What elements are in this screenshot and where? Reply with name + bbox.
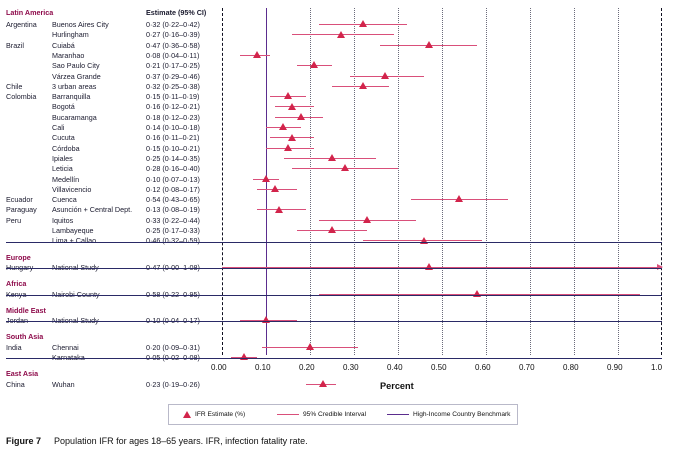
estimate-label: 0·54 (0·43–0·65) [146, 195, 200, 205]
site-label: Wuhan [52, 379, 75, 389]
site-label: Várzea Grande [52, 71, 101, 81]
figure-caption [6, 436, 308, 446]
estimate-label: 0·08 (0·04–0·11) [146, 50, 200, 60]
ifr-estimate-marker [279, 123, 287, 130]
estimate-label: 0·32 (0·22–0·42) [146, 20, 200, 29]
ifr-estimate-marker [455, 195, 463, 202]
site-label: Medellín [52, 174, 80, 184]
x-tick-label: 0.00 [211, 363, 227, 372]
estimate-label: 0·27 (0·16–0·39) [146, 30, 200, 40]
site-label: Villavicencio [52, 184, 92, 194]
x-tick-label: 0.70 [519, 363, 535, 372]
gridline [530, 8, 531, 355]
gridline [310, 8, 311, 355]
estimate-label: 0·18 (0·12–0·23) [146, 112, 200, 122]
site-label: Asunción + Central Dept. [52, 205, 133, 215]
site-label: Chennai [52, 342, 79, 352]
x-tick-label: 0.50 [431, 363, 447, 372]
region-label: Africa [6, 279, 27, 289]
country-label: Ecuador [6, 195, 33, 205]
estimate-label: 0·05 (0·02–0·08) [146, 353, 200, 362]
gridline [442, 8, 443, 355]
country-label: India [6, 342, 22, 352]
site-label: Karnataka [52, 353, 85, 362]
site-label: Bucaramanga [52, 112, 97, 122]
estimate-label: 0·25 (0·17–0·33) [146, 226, 200, 235]
estimate-label: 0·21 (0·17–0·25) [146, 61, 200, 71]
ifr-estimate-marker [337, 31, 345, 38]
country-label: Colombia [6, 92, 37, 102]
x-axis-label: Percent [380, 381, 414, 391]
axis-line [222, 8, 223, 355]
legend-line-benchmark [387, 414, 409, 415]
x-tick-label: 1.0 [651, 363, 663, 372]
site-label: Iquitos [52, 215, 74, 225]
axis-line [661, 8, 662, 355]
x-tick-label: 0.40 [387, 363, 403, 372]
site-label: Nairobi County [52, 289, 100, 299]
legend-label-ci: 95% Credible Interval [303, 411, 367, 418]
group-separator [6, 295, 662, 296]
gridline [574, 8, 575, 355]
ifr-estimate-marker [381, 72, 389, 79]
plot-area [222, 8, 662, 355]
country-label: Brazil [6, 40, 24, 50]
country-label: Peru [6, 215, 22, 225]
region-label: South Asia [6, 332, 44, 342]
group-separator [6, 358, 662, 359]
ifr-estimate-marker [271, 185, 279, 192]
site-label: Córdoba [52, 143, 80, 153]
estimate-label: 0·25 (0·14–0·35) [146, 153, 200, 163]
gridline [354, 8, 355, 355]
ifr-estimate-marker [425, 41, 433, 48]
estimate-column-header: Estimate (95% CI) [146, 8, 207, 17]
site-label: Cuenca [52, 195, 77, 205]
estimate-label: 0·23 (0·19–0·26) [146, 379, 200, 389]
site-label: National Study [52, 316, 99, 326]
ifr-estimate-marker [284, 144, 292, 151]
legend-label-estimate: IFR Estimate (%) [195, 411, 246, 418]
group-separator [6, 268, 662, 269]
ifr-estimate-marker [253, 51, 261, 58]
estimate-label: 0·58 (0·22–0·95) [146, 289, 200, 299]
ifr-estimate-marker [262, 175, 270, 182]
country-label: Paraguay [6, 205, 37, 215]
ifr-estimate-marker [328, 154, 336, 161]
site-label: National Study [52, 262, 99, 272]
legend-line-ci [277, 414, 299, 415]
x-tick-label: 0.10 [255, 363, 271, 372]
estimate-label: 0·12 (0·08–0·17) [146, 184, 200, 194]
site-label: Lambayeque [52, 226, 94, 235]
country-label: Hungary [6, 262, 34, 272]
estimate-label: 0·16 (0·12–0·21) [146, 102, 200, 112]
legend-marker-icon [183, 411, 191, 418]
ifr-estimate-marker [275, 206, 283, 213]
gridline [618, 8, 619, 355]
figure-caption-text: Population IFR for ages 18–65 years. IFR, infection fatality rate. [54, 436, 308, 446]
region-label: Europe [6, 252, 31, 262]
gridline [398, 8, 399, 355]
ifr-estimate-marker [328, 226, 336, 233]
ifr-estimate-marker [310, 61, 318, 68]
ifr-estimate-marker [284, 92, 292, 99]
x-tick-label: 0.30 [343, 363, 359, 372]
estimate-label: 0·10 (0·07–0·13) [146, 174, 200, 184]
site-label: Lima + Callao [52, 236, 97, 246]
site-label: Hurlingham [52, 30, 89, 40]
estimate-label: 0·32 (0·25–0·38) [146, 81, 200, 91]
site-label: Maranhao [52, 50, 85, 60]
group-separator [6, 321, 662, 322]
legend-label-benchmark: High-Income Country Benchmark [413, 411, 511, 418]
legend [168, 404, 518, 425]
site-label: Buenos Aires City [52, 20, 109, 29]
estimate-label: 0·37 (0·29–0·46) [146, 71, 200, 81]
site-label: Leticia [52, 164, 73, 174]
country-label: Argentina [6, 20, 37, 29]
site-label: Cuiabá [52, 40, 75, 50]
ifr-estimate-marker [297, 113, 305, 120]
estimate-label: 0·16 (0·11–0·21) [146, 133, 200, 143]
site-label: Bogotá [52, 102, 75, 112]
ifr-estimate-marker [359, 20, 367, 27]
region-label: Middle East [6, 305, 46, 315]
site-label: Cali [52, 123, 65, 132]
estimate-label: 0·47 (0·36–0·58) [146, 40, 200, 50]
region-label: East Asia [6, 369, 39, 379]
estimate-label: 0·13 (0·08–0·19) [146, 205, 200, 215]
ifr-estimate-marker [363, 216, 371, 223]
estimate-label: 0·20 (0·09–0·31) [146, 342, 200, 352]
site-label: Cucuta [52, 133, 75, 143]
group-separator [6, 242, 662, 243]
x-tick-label: 0.60 [475, 363, 491, 372]
site-label: Barranquilla [52, 92, 91, 102]
figure-number: Figure 7 [6, 436, 42, 446]
estimate-label: 0·15 (0·10–0·21) [146, 143, 200, 153]
estimate-label: 0·10 (0·04–0·17) [146, 316, 200, 326]
gridline [486, 8, 487, 355]
ifr-estimate-marker [306, 343, 314, 350]
country-label: China [6, 379, 25, 389]
ifr-estimate-marker [288, 134, 296, 141]
x-tick-label: 0.20 [299, 363, 315, 372]
x-tick-label: 0.80 [563, 363, 579, 372]
estimate-label: 0·15 (0·11–0·19) [146, 92, 200, 102]
country-label: Chile [6, 81, 23, 91]
site-label: Ipiales [52, 153, 73, 163]
ifr-estimate-marker [341, 164, 349, 171]
country-label: Kenya [6, 289, 27, 299]
ifr-estimate-marker [359, 82, 367, 89]
estimate-label: 0·47 (0·00–1·08) [146, 262, 200, 272]
site-label: Sao Paulo City [52, 61, 100, 71]
country-label: Jordan [6, 316, 28, 326]
estimate-label: 0·28 (0·16–0·40) [146, 164, 200, 174]
estimate-label: 0·46 (0·32–0·59) [146, 236, 200, 246]
ifr-estimate-marker [319, 380, 327, 387]
region-column-header: Latin America [6, 8, 54, 17]
estimate-label: 0·14 (0·10–0·18) [146, 123, 200, 132]
estimate-label: 0·33 (0·22–0·44) [146, 215, 200, 225]
x-tick-label: 0.90 [607, 363, 623, 372]
ifr-estimate-marker [288, 103, 296, 110]
site-label: 3 urban areas [52, 81, 97, 91]
